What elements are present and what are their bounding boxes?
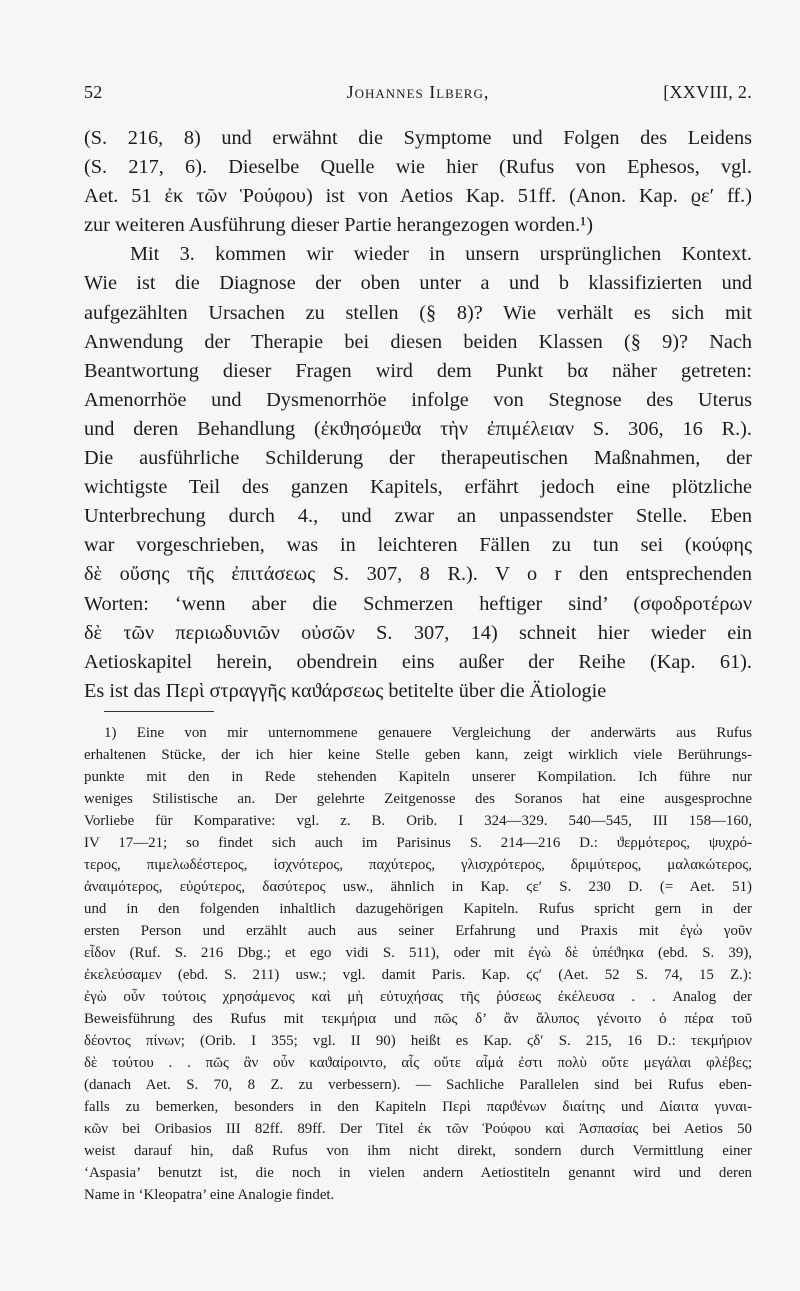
- text-line: war vorgeschrieben, was in leichteren Fällen zu tun sei (κούφης: [84, 534, 752, 557]
- footnote-line: ersten Person und erzählt auch aus seiner Erfahrung und Praxis mit ἐγὼ γοῦν: [84, 923, 752, 939]
- text-line: δὲ τῶν περιωδυνιῶν οὐσῶν S. 307, 14) schneit hier wieder ein: [84, 621, 752, 644]
- footnote-line: ἐκελεύσαμεν (ebd. S. 211) usw.; vgl. damit Paris. Kap. ϛϛ′ (Aet. 52 S. 74, 15 Z.):: [84, 967, 752, 983]
- footnote-line: erhaltenen Stücke, der ich hier keine Stelle geben kann, zeigt wirklich viele Berührungs-: [84, 747, 752, 763]
- footnote-line: τερος, πιμελωδέστερος, ἰσχνότερος, παχύτερος, γλισχρότερος, δριμύτερος, μαλακώτερος,: [84, 857, 752, 873]
- text-line: Mit 3. kommen wir wieder in unsern ursprünglichen Kontext.: [130, 243, 752, 266]
- footnote-line: ἀναιμότερος, εὐϱύτερος, δασύτερος usw., ähnlich in Kap. ϛε′ S. 230 D. (= Aet. 51): [84, 879, 752, 895]
- text-line: Beantwortung dieser Fragen wird dem Punkt bα näher getreten:: [84, 359, 752, 382]
- text-line: Es ist das Περὶ στραγγῆς καϑάρσεως betitelte über die Ätiologie: [84, 679, 607, 702]
- footnote-block: [84, 722, 752, 1206]
- footnote-line: Beweisführung des Rufus mit τεκμήρια und πῶς δ’ ἂν ἄλυπος γένοιτο ὁ πέρα τοῦ: [84, 1011, 752, 1027]
- footnote-line: IV 17—21; so findet sich auch im Parisinus S. 214—216 D.: ϑερμότερος, ψυχρό-: [84, 835, 752, 851]
- text-line: Aet. 51 ἐκ τῶν Ῥούφου) ist von Aetios Kap. 51ff. (Anon. Kap. ϱε′ ff.): [84, 185, 752, 208]
- footnote-line: 1) Eine von mir unternommene genauere Vergleichung der anderwärts aus Rufus: [104, 725, 752, 741]
- text-line: Amenorrhöe und Dysmenorrhöe infolge von Stegnose des Uterus: [84, 388, 752, 411]
- footnote-line: δέοντος πίνων; (Orib. I 355; vgl. II 90) heißt es Kap. ϛδ′ S. 215, 16 D.: τεκμήριον: [84, 1033, 752, 1049]
- main-text: [84, 124, 752, 706]
- text-line: Anwendung der Therapie bei diesen beiden Klassen (§ 9)? Nach: [84, 330, 752, 353]
- text-line: Unterbrechung durch 4., und zwar an unpassendster Stelle. Eben: [84, 505, 752, 528]
- footnote-line: falls zu bemerken, besonders in den Kapiteln Περὶ παρϑένων διαίτης und Δίαιτα γυναι-: [84, 1099, 752, 1115]
- footnote-line: δὲ τούτου . . πῶς ἂν οὖν καϑαίροιντο, αἷς οὔτε αἷμά ἐστι πολὺ οὔτε μεγάλαι φλέβες;: [84, 1055, 752, 1071]
- footnote-line: ἐγὼ οὖν τούτοις χρησάμενος καὶ μὴ εὐτυχήσας τῆς ῥύσεως ἐκέλευσα . . Analog der: [84, 989, 752, 1005]
- section-reference: [XXVIII, 2.: [663, 82, 752, 102]
- footnote-line: Vorliebe für Komparative: vgl. z. B. Orib. I 324—329. 540—545, III 158—160,: [84, 813, 752, 829]
- footnote-line: weniges Stilistische an. Der gelehrte Zeitgenosse des Soranos hat eine ausgesprochne: [84, 791, 752, 807]
- text-line: und deren Behandlung (ἐκϑησόμεϑα τὴν ἐπιμέλειαν S. 306, 16 R.).: [84, 417, 752, 440]
- text-line: aufgezählten Ursachen zu stellen (§ 8)? Wie verhält es sich mit: [84, 301, 752, 324]
- text-line: δὲ οὔσης τῆς ἐπιτάσεως S. 307, 8 R.). V o r den entsprechenden: [84, 563, 752, 586]
- text-line: (S. 217, 6). Dieselbe Quelle wie hier (Rufus von Ephesos, vgl.: [84, 156, 752, 179]
- footnote-line: ‘Aspasia’ benutzt ist, die noch in vielen andern Aetiostiteln genannt wird und deren: [84, 1165, 752, 1181]
- running-title: Johannes Ilberg,: [346, 82, 490, 102]
- text-line: Die ausführliche Schilderung der therapeutischen Maßnahmen, der: [84, 447, 752, 470]
- page-number: 52: [84, 82, 103, 102]
- text-line: wichtigste Teil des ganzen Kapitels, erfährt jedoch eine plötzliche: [84, 476, 752, 499]
- running-header: [84, 82, 752, 112]
- footnote-line: punkte mit den in Rede stehenden Kapiteln unserer Kompilation. Ich führe nur: [84, 769, 752, 785]
- text-line: zur weiteren Ausführung dieser Partie herangezogen worden.¹): [84, 214, 593, 237]
- footnote-line: und in den folgenden inhaltlich dazugehörigen Kapiteln. Rufus spricht gern in der: [84, 901, 752, 917]
- footnote-separator: [104, 711, 214, 712]
- text-line: Wie ist die Diagnose der oben unter a und b klassifizierten und: [84, 272, 752, 295]
- text-line: Worten: ‘wenn aber die Schmerzen heftiger sind’ (σφοδροτέρων: [84, 592, 752, 615]
- footnote-line: εἶδον (Ruf. S. 216 Dbg.; et ego vidi S. 511), oder mit ἐγὼ δὲ ὑπέϑηκα (ebd. S. 39),: [84, 945, 752, 961]
- footnote-line: Name in ‘Kleopatra’ eine Analogie findet.: [84, 1187, 335, 1203]
- footnote-line: κῶν bei Oribasios III 82ff. 89ff. Der Titel ἐκ τῶν Ῥούφου καὶ Ἀσπασίας bei Aetios 50: [84, 1121, 752, 1137]
- text-line: Aetioskapitel herein, obendrein eins außer der Reihe (Kap. 61).: [84, 650, 752, 673]
- footnote-line: weist darauf hin, daß Rufus von ihm nicht direkt, sondern durch Vermittlung einer: [84, 1143, 752, 1159]
- text-line: (S. 216, 8) und erwähnt die Symptome und Folgen des Leidens: [84, 127, 752, 149]
- footnote-line: (danach Aet. S. 70, 8 Z. zu verbessern). — Sachliche Parallelen sind bei Rufus eben-: [84, 1077, 752, 1093]
